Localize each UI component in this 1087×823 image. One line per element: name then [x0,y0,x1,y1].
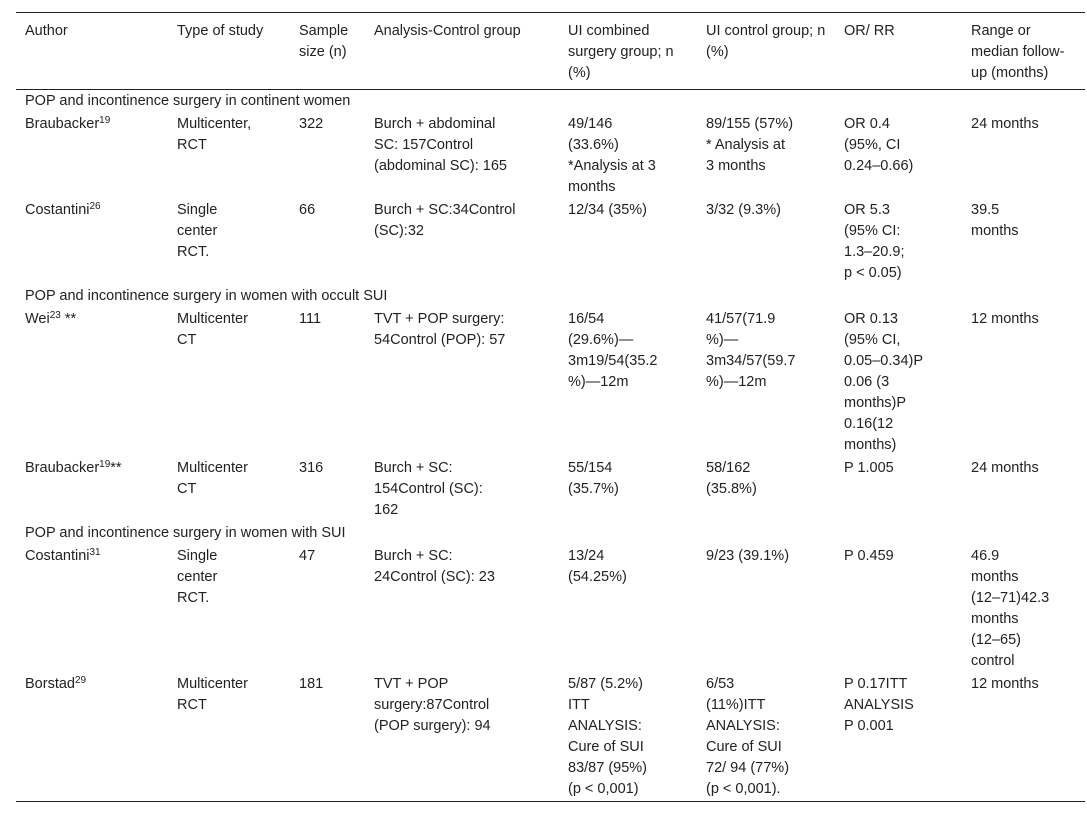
study-type-cell: Multicenter CT [177,311,248,348]
analysis-control-cell: TVT + POP surgery: 54Control (POP): 57 [374,311,506,348]
table-header [16,13,1085,90]
author-cell [16,308,168,457]
ui-combined-cell: 13/24 (54.25%) [568,548,627,585]
author-note-marker: ** [110,460,122,476]
ui-control-cell: 89/155 (57%) * Analysis at 3 months [706,116,794,174]
author-cell [16,673,168,802]
reference-number: 31 [89,547,101,558]
analysis-control-cell: Burch + SC: 154Control (SC): 162 [374,460,483,518]
study-type-cell: Single center RCT. [177,548,218,606]
or-rr-cell: P 0.459 [844,548,894,564]
author-cell [16,199,168,285]
col-analysis-header: Analysis-Control group [374,23,521,39]
ui-combined-cell: 49/146 (33.6%) *Analysis at 3 months [568,116,656,195]
col-ui-control-header: UI control group; n (%) [706,23,826,60]
analysis-control-cell: Burch + abdominal SC: 157Control (abdominal SC): 165 [374,116,507,174]
section-row [16,285,1085,308]
reference-number: 19 [99,459,111,470]
study-type-cell: Multicenter RCT [177,676,248,713]
ui-control-cell: 41/57(71.9 %)— 3m34/57(59.7 %)—12m [706,311,796,390]
table-body [16,90,1085,802]
sample-size-cell: 181 [299,676,324,692]
ui-combined-cell: 5/87 (5.2%) ITT ANALYSIS: Cure of SUI 83/87 (95%) (p < 0,001) [568,676,647,797]
study-type-cell: Multicenter, RCT [177,116,252,153]
follow-up-cell: 12 months [971,311,1039,327]
analysis-control-cell: TVT + POP surgery:87Control (POP surgery): 94 [374,676,491,734]
follow-up-cell: 12 months [971,676,1039,692]
author-name: Braubacker [25,460,100,476]
table-row [16,457,1085,522]
or-rr-cell: P 1.005 [844,460,894,476]
author-name: Braubacker [25,116,100,132]
ui-combined-cell: 12/34 (35%) [568,202,647,218]
ui-control-cell: 6/53 (11%)ITT ANALYSIS: Cure of SUI 72/ 94 (77%) (p < 0,001). [706,676,790,797]
table-row [16,113,1085,199]
ui-control-cell: 3/32 (9.3%) [706,202,781,218]
section-title: POP and incontinence surgery in women with occult SUI [25,288,388,304]
col-followup-header: Range or median follow-up (months) [971,23,1065,81]
sample-size-cell: 47 [299,548,316,564]
author-cell [16,545,168,673]
reference-number: 19 [99,115,111,126]
sample-size-cell: 111 [299,311,322,327]
table-row [16,673,1085,802]
ui-combined-cell: 55/154 (35.7%) [568,460,619,497]
section-row [16,522,1085,545]
follow-up-cell: 39.5 months [971,202,1019,239]
results-table [16,12,1085,802]
author-cell [16,113,168,199]
table-row [16,199,1085,285]
reference-number: 23 [49,310,61,321]
or-rr-cell: OR 5.3 (95% CI: 1.3–20.9; p < 0.05) [844,202,905,281]
or-rr-cell: OR 0.13 (95% CI, 0.05–0.34)P 0.06 (3 months)P 0.16(12 months) [844,311,924,453]
sample-size-cell: 316 [299,460,324,476]
col-type-header: Type of study [177,23,264,39]
author-name: Costantini [25,548,90,564]
author-cell [16,457,168,522]
study-type-cell: Single center RCT. [177,202,218,260]
follow-up-cell: 24 months [971,460,1039,476]
reference-number: 29 [74,675,87,686]
author-name: Wei [25,311,50,327]
sample-size-cell: 322 [299,116,324,132]
follow-up-cell: 46.9 months (12–71)42.3 months (12–65) control [971,548,1050,669]
ui-combined-cell: 16/54 (29.6%)— 3m19/54(35.2 %)—12m [568,311,658,390]
or-rr-cell: OR 0.4 (95%, CI 0.24–0.66) [844,116,914,174]
analysis-control-cell: Burch + SC:34Control (SC):32 [374,202,516,239]
header-row [16,13,1085,90]
study-type-cell: Multicenter CT [177,460,248,497]
section-title: POP and incontinence surgery in women with SUI [25,525,346,541]
ui-control-cell: 9/23 (39.1%) [706,548,790,564]
sample-size-cell: 66 [299,202,316,218]
table-row [16,545,1085,673]
section-title: POP and incontinence surgery in continent women [25,93,351,109]
table-row [16,308,1085,457]
col-or-rr-header: OR/ RR [844,23,895,39]
follow-up-cell: 24 months [971,116,1039,132]
section-row [16,90,1085,114]
author-name: Borstad [25,676,75,692]
reference-number: 26 [89,201,101,212]
or-rr-cell: P 0.17ITT ANALYSIS P 0.001 [844,676,914,734]
col-sample-size-header: Sample size (n) [299,23,349,60]
ui-control-cell: 58/162 (35.8%) [706,460,757,497]
analysis-control-cell: Burch + SC: 24Control (SC): 23 [374,548,495,585]
author-note-marker: ** [60,311,77,327]
author-name: Costantini [25,202,90,218]
col-author-header: Author [25,23,68,39]
col-ui-combined-header: UI combined surgery group; n (%) [568,23,674,81]
